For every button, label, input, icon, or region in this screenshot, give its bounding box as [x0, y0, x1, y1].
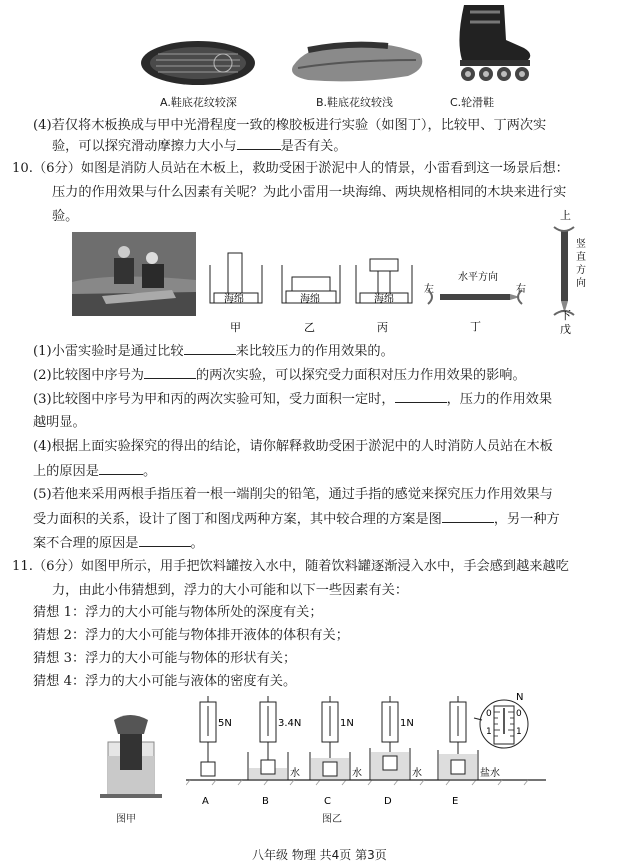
- spring-scale-figure: [186, 690, 546, 818]
- right-label: 右: [516, 284, 526, 295]
- letter-d: D: [384, 796, 392, 807]
- scale-e: [438, 692, 528, 780]
- q10-head-line2: 压力的作用效果与什么因素有关呢？为此小雷用一块海绵、两块规格相同的木块来进行实: [52, 185, 567, 200]
- letter-b: B: [262, 796, 269, 807]
- scale-one-left: 1: [486, 727, 492, 737]
- q10-part5: (5)若他来采用两根手指压着一根一端削尖的铅笔，通过手指的感觉来探究压力作用效果与: [33, 487, 553, 502]
- label-yi: 乙: [304, 321, 315, 334]
- reading-b: 3.4N: [278, 718, 302, 729]
- rescue-photo: [72, 232, 196, 316]
- down-label: 下: [560, 309, 571, 322]
- answer-blank[interactable]: [99, 462, 143, 475]
- q11-head-line2: 力，由此小伟猜想到，浮力的大小可能和以下一些因素有关：: [52, 583, 409, 598]
- pencil-horizontal-figure: [422, 268, 526, 338]
- guess-4: 猜想 4：浮力的大小可能与液体的密度有关。: [33, 674, 297, 689]
- q10-head-line3: 验。: [52, 209, 79, 224]
- caption-b: B.鞋底花纹较浅: [316, 96, 394, 109]
- q10-part5-cont: 受力面积的关系，设计了图丁和图戊两种方案，其中较合理的方案是图 ，另一种方: [33, 512, 560, 527]
- answer-blank[interactable]: [144, 366, 196, 379]
- pressure-experiment-figure: [200, 245, 420, 337]
- left-label: 左: [424, 284, 434, 295]
- q10-head-line1: 10.（6分）如图是消防人员站在木板上，救助受困于淤泥中人的情景，小雷看到这一场景后想：: [12, 161, 569, 176]
- answer-blank[interactable]: [184, 342, 236, 355]
- q10-part3: (3)比较图中序号为甲和丙的两次实验可知，受力面积一定时， ，压力的作用效果: [33, 392, 553, 407]
- letter-e: E: [452, 796, 459, 807]
- scale-one-right: 1: [516, 727, 522, 737]
- scale-zero-left: 0: [486, 709, 492, 719]
- sponge-label: 海绵: [224, 294, 244, 305]
- pencil-vertical-figure: [540, 205, 590, 337]
- q10-part3-cont: 越明显。: [33, 415, 86, 430]
- unit-label: N: [516, 692, 524, 703]
- q10-part1: (1)小雷实验时是通过比较 来比较压力的作用效果的。: [33, 344, 394, 359]
- guess-3: 猜想 3：浮力的大小可能与物体的形状有关；: [33, 651, 297, 666]
- reading-d: 1N: [400, 718, 414, 729]
- sponge-label: 海绵: [374, 294, 394, 305]
- up-label: 上: [560, 209, 571, 222]
- guess-2: 猜想 2：浮力的大小可能与物体排开液体的体积有关；: [33, 628, 349, 643]
- answer-blank[interactable]: [237, 137, 281, 150]
- salt-water-label: 盐水: [480, 768, 500, 779]
- q10-part4-cont: 上的原因是 。: [33, 464, 157, 479]
- q10-part4: (4)根据上面实验探究的得出的结论，请你解释救助受困于淤泥中的人时消防人员站在木板: [33, 439, 553, 454]
- sponge-label: 海绵: [300, 294, 320, 305]
- caption-a: A.鞋底花纹较深: [160, 96, 237, 109]
- vertical-char: 向: [576, 278, 586, 289]
- q10-part2: (2)比较图中序号为 的两次实验，可以探究受力面积对压力作用效果的影响。: [33, 368, 526, 383]
- answer-blank[interactable]: [442, 510, 494, 523]
- label-ding: 丁: [470, 320, 481, 333]
- water-label: 水: [290, 768, 300, 779]
- water-label: 水: [412, 768, 422, 779]
- vertical-char: 方: [576, 265, 586, 276]
- q9-part4-line2: 验，可以探究滑动摩擦力大小与 是否有关。: [52, 139, 347, 154]
- vertical-char: 竖: [576, 239, 586, 250]
- shoe-image-a: [138, 36, 258, 90]
- water-label: 水: [352, 768, 362, 779]
- fig-jia-label: 图甲: [116, 814, 136, 825]
- can-in-water-photo: [100, 712, 162, 798]
- reading-c: 1N: [340, 718, 354, 729]
- guess-1: 猜想 1：浮力的大小可能与物体所处的深度有关；: [33, 605, 323, 620]
- shoe-image-b: [288, 36, 428, 86]
- scale-d: [370, 696, 422, 780]
- label-jia: 甲: [230, 321, 241, 334]
- page-footer: 八年级 物理 共4页 第3页: [252, 848, 387, 862]
- scale-b: [248, 696, 301, 780]
- q9-part4-line1: (4)若仅将木板换成与甲中光滑程度一致的橡胶板进行实验（如图丁），比较甲、丁两次实: [33, 118, 547, 133]
- letter-c: C: [324, 796, 331, 807]
- scale-c: [310, 696, 362, 780]
- scale-a: [200, 696, 232, 776]
- reading-a: 5N: [218, 718, 232, 729]
- label-bing: 丙: [377, 321, 388, 334]
- caption-c: C.轮滑鞋: [450, 96, 495, 109]
- horizontal-label: 水平方向: [458, 272, 498, 283]
- q10-part5-cont2: 案不合理的原因是 。: [33, 536, 204, 551]
- letter-a: A: [202, 796, 209, 807]
- scale-zero-right: 0: [516, 709, 522, 719]
- q11-head-line1: 11.（6分）如图甲所示，用手把饮料罐按入水中，随着饮料罐逐渐浸入水中，手会感到越来越吃: [12, 559, 569, 574]
- answer-blank[interactable]: [139, 534, 191, 547]
- roller-skate-image: [444, 0, 540, 88]
- vertical-char: 直: [576, 252, 586, 263]
- label-wu: 戊: [560, 323, 571, 336]
- answer-blank[interactable]: [395, 390, 447, 403]
- fig-yi-label: 图乙: [322, 814, 342, 825]
